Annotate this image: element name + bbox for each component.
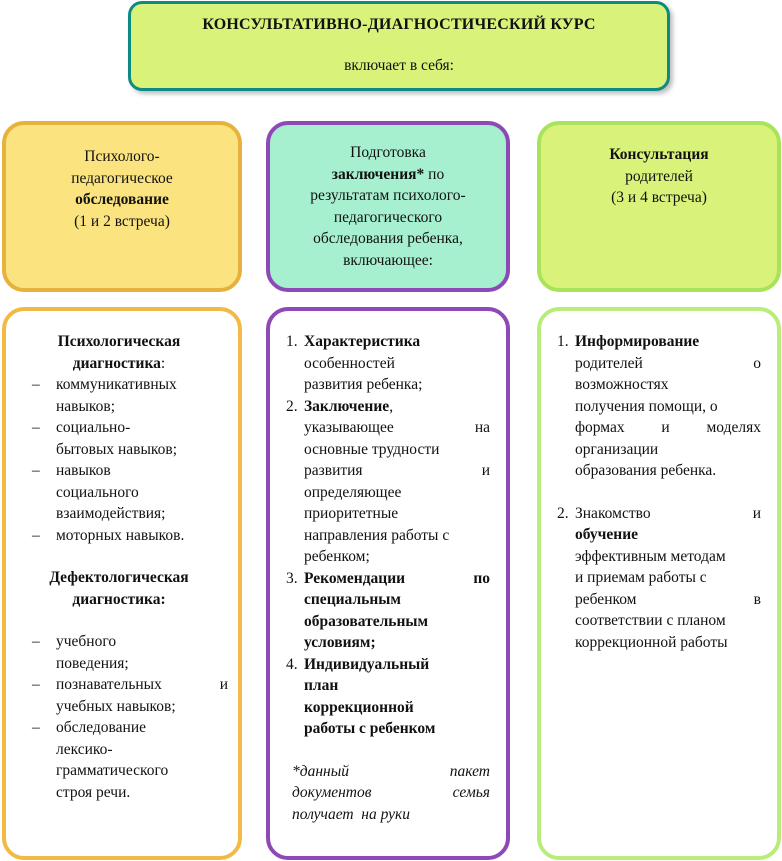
list-item: 1. Характеристика особенностей развития ребенка;	[286, 333, 423, 393]
defect-diag-heading-1: Дефектологическая	[49, 569, 189, 586]
list-item: 2. Знакомство и обучение эффективным методам и приемам работы с ребенком в соответствии с планом коррекционной работы	[557, 504, 761, 651]
defect-diag-list	[10, 631, 228, 803]
list-item: – социально- бытовых навыков;	[10, 417, 228, 460]
psych-diag-heading-2: диагностика:	[72, 354, 166, 372]
conclusion-line2	[278, 164, 498, 186]
conclusion-line6: включающее:	[343, 251, 433, 269]
psych-exam-line1: Психолого-	[84, 148, 160, 165]
header-subtitle: включает в себя:	[344, 57, 454, 74]
psych-diag-heading-1: Психологическая	[57, 333, 181, 350]
list-item: 2. Заключение, указывающее на основные трудности развития и определяющее приоритетные направления работы с ребенком;	[286, 397, 490, 565]
list-item: – учебного поведения;	[10, 631, 228, 674]
card-parent-consult	[537, 121, 781, 292]
card-conclusion-contents	[266, 307, 510, 860]
psych-exam-line4: (1 и 2 встреча)	[74, 212, 170, 230]
conclusion-line4: педагогического	[333, 208, 443, 226]
conclusion-line5: обследования ребенка,	[313, 230, 463, 247]
list-item: 4. Индивидуальный план коррекционной работы с ребенком	[286, 655, 436, 737]
list-item: – коммуникативных навыков;	[10, 374, 228, 417]
card-consult-contents	[537, 307, 781, 860]
documents-note: *данный пакет документов семья получает на руки	[292, 762, 490, 823]
consult-list	[545, 331, 761, 653]
conclusion-rest: по	[424, 165, 445, 183]
conclusion-line1: Подготовка	[350, 144, 426, 161]
consult-line2: родителей	[625, 167, 693, 185]
list-item: – навыков социального взаимодействия;	[10, 460, 228, 525]
card-psych-exam	[2, 121, 242, 292]
list-item: 1. Информирование родителей о возможностях получения помощи, о формах и моделях организации образования ребенка.	[557, 333, 761, 479]
list-item: – моторных навыков.	[10, 525, 228, 547]
consult-line3: (3 и 4 встреча)	[611, 189, 707, 206]
list-item: 3. Рекомендации по специальным образовательным условиям;	[286, 569, 490, 651]
conclusion-line3: результатам психолого-	[310, 187, 466, 204]
list-item: – обследование лексико- грамматического строя речи.	[10, 717, 228, 803]
header-box	[128, 1, 670, 91]
conclusion-list	[274, 331, 490, 740]
card-diagnostics-list	[2, 307, 242, 860]
psych-diag-list	[10, 374, 228, 546]
consult-line1: Консультация	[609, 146, 709, 163]
conclusion-bold: заключения*	[331, 165, 425, 183]
defect-diag-heading-2: диагностика:	[72, 590, 166, 608]
header-title: КОНСУЛЬТАТИВНО-ДИАГНОСТИЧЕСКИЙ КУРС	[202, 16, 596, 33]
psych-exam-line2: педагогическое	[71, 169, 173, 187]
psych-exam-line3: обследование	[75, 191, 169, 208]
list-item: – познавательных и учебных навыков;	[10, 674, 228, 717]
card-conclusion-prep	[266, 121, 510, 292]
